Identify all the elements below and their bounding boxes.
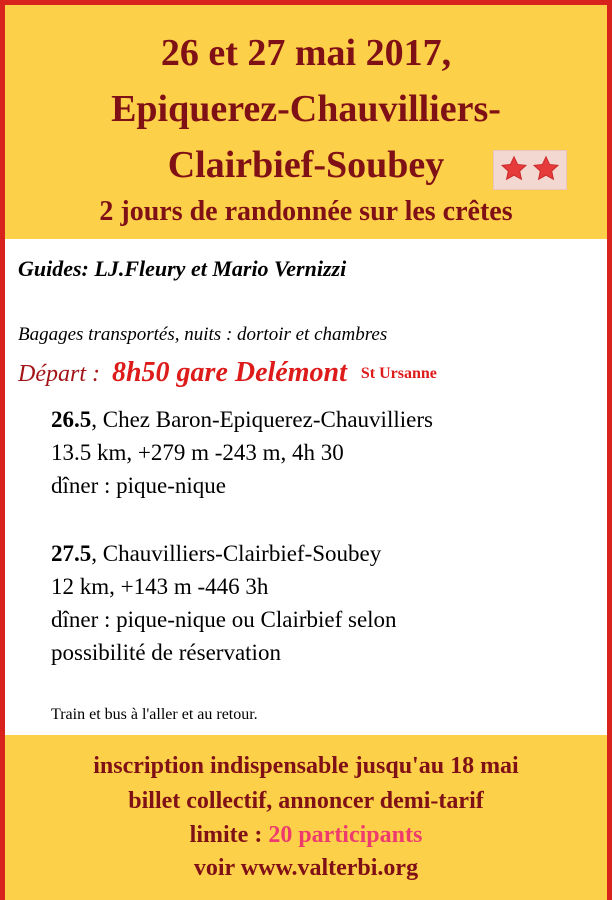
star-icon: [532, 155, 560, 183]
day-meal: dîner : pique-nique ou Clairbief selon: [51, 607, 397, 632]
website-line: voir www.valterbi.org: [193, 855, 419, 881]
departure-line: [18, 357, 437, 389]
subtitle: 2 jours de randonnée sur les crêtes: [99, 196, 513, 227]
day-meal-continued: possibilité de réservation: [51, 640, 281, 665]
day-date: 26.5: [51, 407, 92, 432]
departure-label: Départ :: [18, 361, 100, 387]
registration-line: inscription indispensable jusqu'au 18 mai: [93, 753, 519, 779]
footer-banner: [5, 735, 607, 900]
transport-note: Train et bus à l'aller et au retour.: [51, 706, 258, 723]
day-meal: dîner : pique-nique: [51, 473, 227, 498]
route-title-line-1: Epiquerez-Chauvilliers-: [111, 88, 501, 130]
event-date: 26 et 27 mai 2017,: [160, 32, 452, 74]
guides-line: Guides: LJ.Fleury et Mario Vernizzi: [18, 256, 347, 281]
route-title-line-2: Clairbief-Soubey: [167, 144, 445, 186]
star-icon: [500, 155, 528, 183]
participants-count: 20 participants: [268, 822, 423, 848]
day-two: [51, 537, 397, 669]
header-banner: [5, 5, 607, 239]
ticket-line: billet collectif, annoncer demi-tarif: [128, 788, 484, 814]
day-stats: 13.5 km, +279 m -243 m, 4h 30: [51, 440, 344, 465]
difficulty-stars: [493, 150, 567, 190]
bagages-line: Bagages transportés, nuits : dortoir et chambres: [18, 324, 388, 345]
departure-alternative: St Ursanne: [360, 365, 437, 382]
details-section: [5, 239, 607, 735]
day-stats: 12 km, +143 m -446 3h: [51, 574, 269, 599]
limit-line: [5, 820, 607, 850]
day-route: , Chez Baron-Epiquerez-Chauvilliers: [91, 407, 433, 432]
limit-label: limite :: [189, 822, 269, 848]
day-route: , Chauvilliers-Clairbief-Soubey: [91, 541, 382, 566]
day-date: 27.5: [51, 541, 92, 566]
departure-time-place: 8h50 gare Delémont: [111, 357, 347, 388]
day-one: [51, 403, 433, 502]
